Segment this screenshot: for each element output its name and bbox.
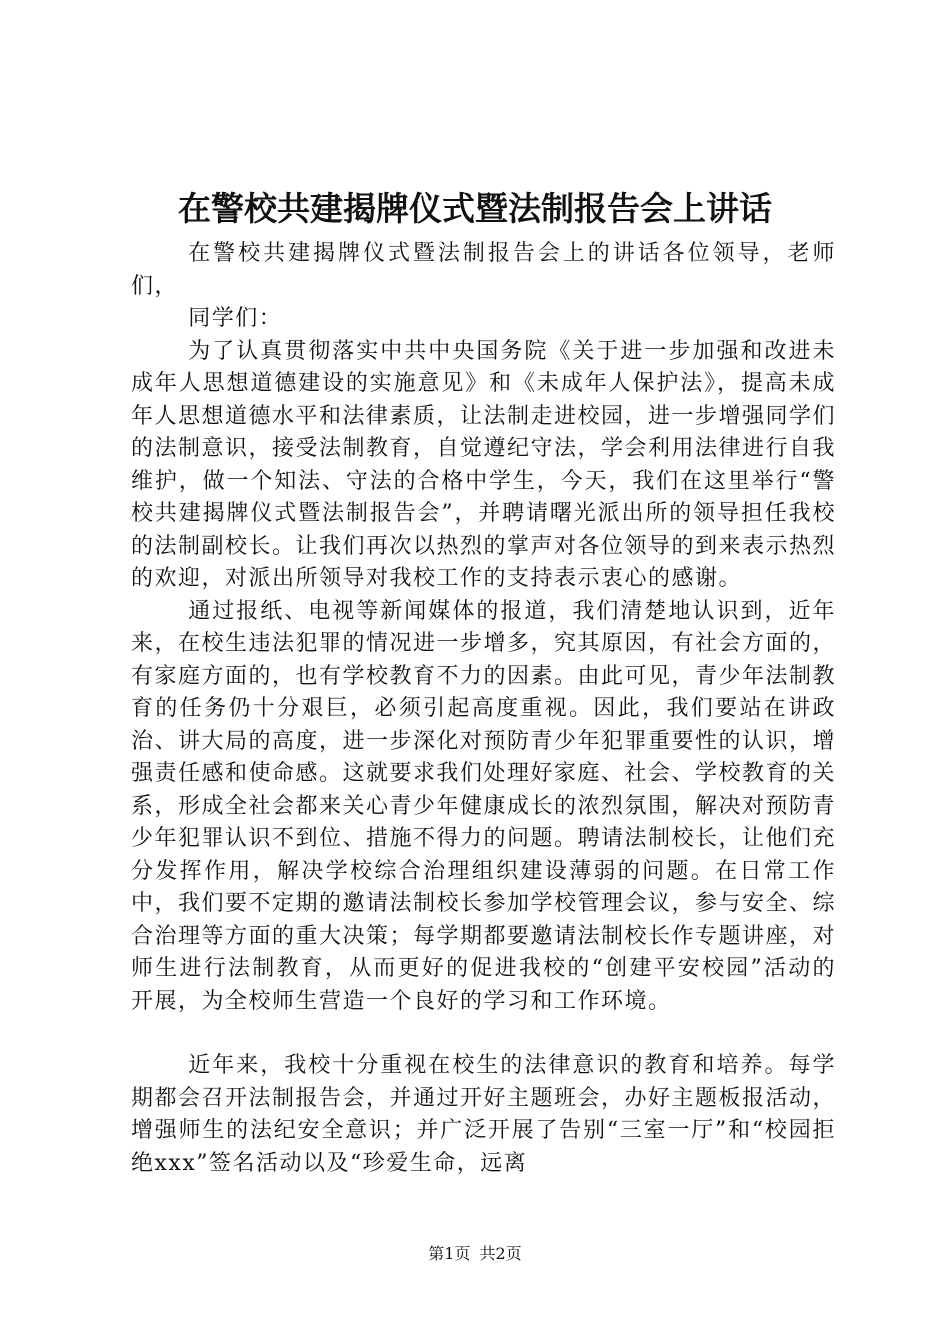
document-title: 在警校共建揭牌仪式暨法制报告会上讲话 (178, 189, 772, 228)
page-number: 第1页 (428, 1244, 471, 1263)
paragraph-salutation: 同学们： (188, 306, 283, 331)
page-footer (0, 1242, 950, 1266)
document-body (131, 238, 836, 1180)
page-total: 共2页 (479, 1244, 522, 1263)
paragraph-purpose: 为了认真贯彻落实中共中央国务院《关于进一步加强和改进未成年人思想道德建设的实施意见》和《未成年人保护法》，提高未成年人思想道德水平和法律素质，让法制走进校园，进一步增强同学们的法制意识，接受法制教育，自觉遵纪守法，学会利用法律进行自我维护，做一个知法、守法的合格中学生，今天，我们在这里举行“警校共建揭牌仪式暨法制报告会”，并聘请曙光派出所的领导担任我校的法制副校长。让我们再次以热烈的掌声对各位领导的到来表示热烈的欢迎，对派出所领导对我校工作的支持表示衷心的感谢。 (131, 338, 837, 591)
paragraph-opening: 在警校共建揭牌仪式暨法制报告会上的讲话各位领导，老师们， (131, 241, 836, 299)
paragraph-school-work: 近年来，我校十分重视在校生的法律意识的教育和培养。每学期都会召开法制报告会，并通过开好主题班会，办好主题板报活动，增强师生的法纪安全意识；并广泛开展了告别“三室一厅”和“校园拒绝xxx”签名活动以及“珍爱生命，远离 (131, 1053, 837, 1176)
paragraph-analysis: 通过报纸、电视等新闻媒体的报道，我们清楚地认识到，近年来，在校生违法犯罪的情况进一步增多，究其原因，有社会方面的，有家庭方面的，也有学校教育不力的因素。由此可见，青少年法制教育的任务仍十分艰巨，必须引起高度重视。因此，我们要站在讲政治、讲大局的高度，进一步深化对预防青少年犯罪重要性的认识，增强责任感和使命感。这就要求我们处理好家庭、社会、学校教育的关系，形成全社会都来关心青少年健康成长的浓烈氛围，解决对预防青少年犯罪认识不到位、措施不得力的问题。聘请法制校长，让他们充分发挥作用，解决学校综合治理组织建设薄弱的问题。在日常工作中，我们要不定期的邀请法制校长参加学校管理会议，参与安全、综合治理等方面的重大决策；每学期都要邀请法制校长作专题讲座，对师生进行法制教育，从而更好的促进我校的“创建平安校园”活动的开展，为全校师生营造一个良好的学习和工作环境。 (131, 598, 837, 1014)
